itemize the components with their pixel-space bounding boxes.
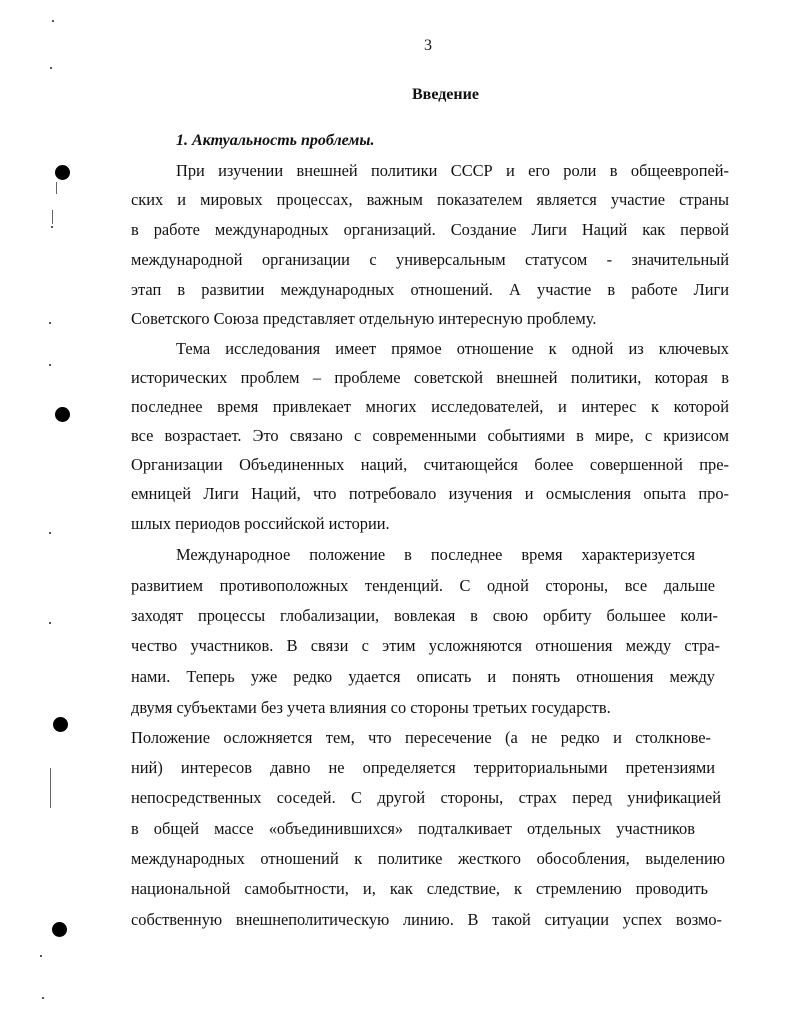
paragraph-3-line: непосредственных соседей. С другой стороны, страх перед унификацией (131, 788, 721, 807)
paragraph-3-line: в общей массе «объединившихся» подталкивает отдельных участников (131, 819, 695, 838)
paragraph-1-line: этап в развитии международных отношений. А участие в работе Лиги (131, 280, 729, 299)
scan-speck (52, 20, 54, 22)
scan-speck (49, 622, 51, 624)
paragraph-2-line: шлых периодов российской истории. (131, 514, 390, 533)
scan-speck (51, 226, 53, 228)
paragraph-2-line: исторических проблем – проблеме советской внешней политики, которая в (131, 368, 729, 387)
punch-hole-1 (55, 165, 70, 180)
paragraph-2-line: Тема исследования имеет прямое отношение к одной из ключевых (176, 339, 729, 358)
paragraph-3-line: двумя субъектами без учета влияния со стороны третьих государств. (131, 698, 611, 717)
scan-speck (40, 955, 42, 957)
paragraph-2-line: все возрастает. Это связано с современными событиями в мире, с кризисом (131, 426, 729, 445)
section-heading: 1. Актуальность проблемы. (176, 132, 375, 149)
scan-speck (49, 532, 51, 534)
scan-mark (56, 182, 57, 194)
paragraph-3-line: собственную внешнеполитическую линию. В такой ситуации успех возмо- (131, 910, 722, 929)
paragraph-1-line: При изучении внешней политики СССР и его роли в общеевропей- (176, 161, 729, 180)
paragraph-3-line: Международное положение в последнее время характеризуется (176, 545, 695, 564)
paragraph-3-line: заходят процессы глобализации, вовлекая в свою орбиту большее коли- (131, 606, 718, 625)
paragraph-3-line: международных отношений к политике жесткого обособления, выделению (131, 849, 725, 868)
scan-speck (49, 364, 51, 366)
scan-speck (49, 322, 51, 324)
paragraph-3-line: ний) интересов давно не определяется территориальными претензиями (131, 758, 715, 777)
paragraph-2-line: емницей Лиги Наций, что потребовало изучения и осмысления опыта про- (131, 484, 729, 503)
paragraph-1-line: международной организации с универсальным статусом - значительный (131, 250, 729, 269)
paragraph-3-line: Положение осложняется тем, что пересечение (а не редко и столкнове- (131, 728, 711, 747)
paragraph-3-line: национальной самобытности, и, как следствие, к стремлению проводить (131, 879, 708, 898)
punch-hole-3 (53, 717, 68, 732)
paragraph-3-line: чество участников. В связи с этим усложняются отношения между стра- (131, 636, 720, 655)
paragraph-1-line: Советского Союза представляет отдельную интересную проблему. (131, 309, 597, 328)
paragraph-3-line: нами. Теперь уже редко удается описать и понять отношения между (131, 667, 715, 686)
scan-speck (50, 67, 52, 69)
paragraph-1-line: ских и мировых процессах, важным показателем является участие страны (131, 190, 729, 209)
scan-speck (42, 997, 44, 999)
scan-mark (50, 768, 51, 808)
punch-hole-4 (52, 922, 67, 937)
paragraph-3-line: развитием противоположных тенденций. С одной стороны, все дальше (131, 576, 715, 595)
scan-mark (52, 210, 53, 224)
paragraph-2-line: последнее время привлекает многих исследователей, и интерес к которой (131, 397, 729, 416)
paragraph-1-line: в работе международных организаций. Создание Лиги Наций как первой (131, 220, 729, 239)
page-number: 3 (424, 37, 432, 54)
punch-hole-2 (55, 407, 70, 422)
paragraph-2-line: Организации Объединенных наций, считающейся более совершенной пре- (131, 455, 729, 474)
page-title: Введение (412, 86, 479, 103)
